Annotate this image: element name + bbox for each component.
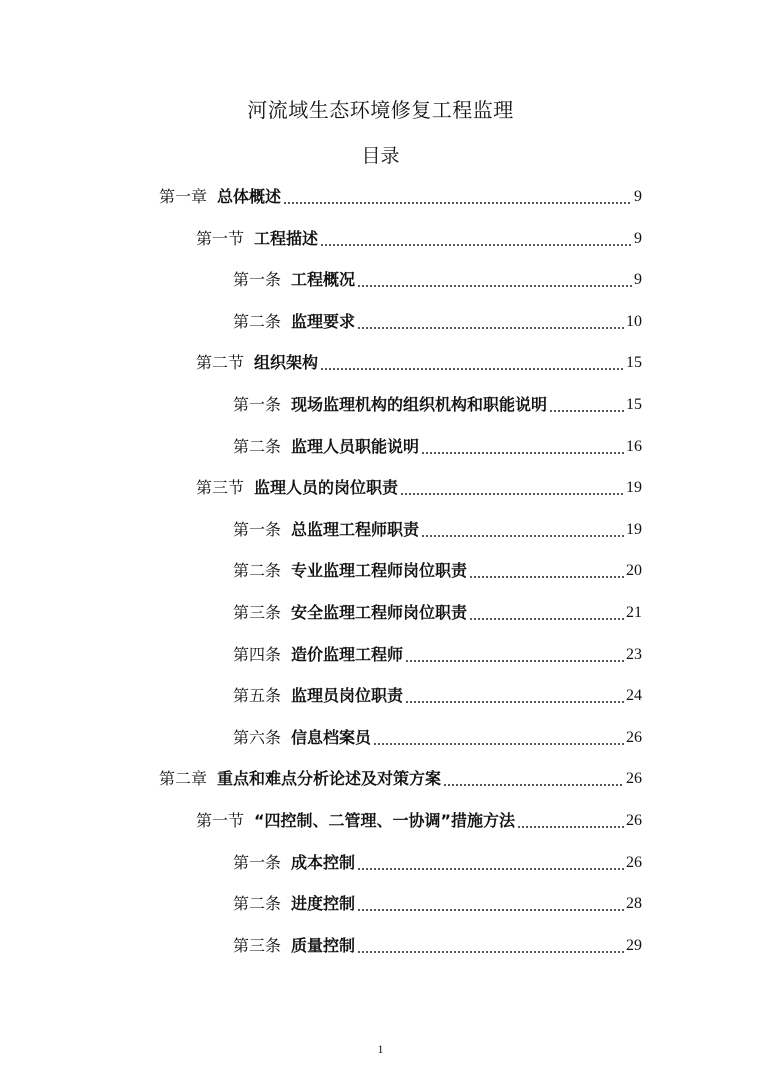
toc-entry-section-2-1[interactable] [196,802,642,832]
toc-entry-number: 第四条 [233,644,282,664]
toc-entry-page: 23 [626,645,642,663]
dot-leader [357,868,624,870]
toc-entry-title: 监理要求 [291,311,356,331]
toc-entry-article-2-1-2[interactable] [233,885,642,915]
toc-entry-number: 第一条 [233,395,282,414]
toc-entry-title: 造价监理工程师 [291,644,404,664]
dot-leader [405,660,624,662]
toc-entry-page: 9 [634,229,642,247]
toc-entry-page: 29 [626,936,642,954]
toc-entry-number: 第三节 [196,478,245,498]
dot-leader [517,826,624,828]
toc-entry-title: 总体概述 [217,187,282,206]
toc-entry-page: 19 [626,479,642,497]
toc-entry-article-1-2-2[interactable] [233,428,642,458]
toc-entry-number: 第二条 [233,561,282,581]
toc-entry-number: 第二条 [233,436,282,456]
toc-entry-chapter-2[interactable] [159,760,642,790]
toc-entry-title: 信息档案员 [291,727,372,747]
toc-entry-article-1-3-5[interactable] [233,677,642,707]
toc-entry-number: 第五条 [233,686,282,706]
toc-entry-number: 第一条 [233,852,282,872]
toc-entry-page: 28 [626,895,642,913]
dot-leader [320,244,632,246]
toc-entry-page: 9 [634,188,642,205]
toc-entry-page: 26 [626,812,642,829]
toc-entry-article-1-2-1[interactable] [233,386,642,416]
toc-entry-page: 15 [626,396,642,413]
toc-entry-page: 26 [626,728,642,746]
toc-entry-page: 24 [626,687,642,705]
toc-entry-page: 16 [626,437,642,455]
dot-leader [283,202,632,204]
toc-entry-number: 第一条 [233,519,282,539]
toc-entry-number: 第二节 [196,353,245,373]
toc-entry-title: 现场监理机构的组织机构和职能说明 [291,395,548,414]
toc-entry-title: 工程描述 [254,228,319,248]
toc-entry-section-1-2[interactable] [196,344,642,374]
toc-entry-title: 进度控制 [291,894,356,914]
dot-leader [400,493,624,495]
toc-entry-title: 重点和难点分析论述及对策方案 [217,769,442,789]
toc-entry-article-1-3-4[interactable] [233,636,642,666]
page-number: 1 [377,1042,384,1056]
toc-entry-page: 9 [634,271,642,289]
toc-entry-article-2-1-1[interactable] [233,844,642,874]
toc-entry-title: 监理人员职能说明 [291,436,420,456]
toc-entry-page: 10 [626,312,642,330]
dot-leader [357,327,624,329]
dot-leader [443,784,624,786]
toc-entry-page: 20 [626,562,642,580]
toc-heading: 目录 [361,145,400,167]
dot-leader [421,452,624,454]
toc-entry-title: 组织架构 [254,353,319,373]
toc-entry-title: 成本控制 [291,852,356,872]
toc-entry-section-1-1[interactable] [196,220,642,250]
toc-entry-article-2-1-3[interactable] [233,927,642,957]
toc-entry-number: 第一节 [196,228,245,248]
toc-entry-title: 监理人员的岗位职责 [254,478,399,498]
dot-leader [357,285,632,287]
toc-entry-number: 第二章 [159,769,208,789]
dot-leader [405,701,624,703]
toc-entry-number: 第三条 [233,935,282,955]
toc-entry-article-1-3-2[interactable] [233,552,642,582]
toc-entry-page: 26 [626,770,642,788]
toc-entry-number: 第一章 [159,187,208,206]
toc-entry-title: 质量控制 [291,935,356,955]
dot-leader [357,909,624,911]
dot-leader [320,368,624,370]
dot-leader [469,618,624,620]
toc-entry-title: 工程概况 [291,270,356,290]
toc-entry-page: 26 [626,853,642,871]
toc-entry-article-1-1-1[interactable] [233,261,642,291]
toc-entry-title: 总监理工程师职责 [291,519,420,539]
toc-entry-section-1-3[interactable] [196,469,642,499]
toc-entry-page: 19 [626,520,642,538]
toc-entry-title: 安全监理工程师岗位职责 [291,603,468,622]
dot-leader [421,535,624,537]
document-title: 河流域生态环境修复工程监理 [247,98,514,122]
dot-leader [373,743,624,745]
toc-entry-number: 第一条 [233,270,282,290]
toc-entry-title: 专业监理工程师岗位职责 [291,561,468,581]
dot-leader [549,410,624,412]
toc-entry-article-1-3-6[interactable] [233,719,642,749]
toc-entry-number: 第三条 [233,603,282,622]
toc-entry-chapter-1[interactable] [159,178,642,208]
dot-leader [469,576,624,578]
toc-entry-page: 15 [626,354,642,372]
toc-entry-title: 监理员岗位职责 [291,686,404,706]
toc-entry-article-1-1-2[interactable] [233,303,642,333]
toc-entry-article-1-3-1[interactable] [233,511,642,541]
toc-entry-page: 21 [626,604,642,621]
toc-entry-number: 第六条 [233,727,282,747]
dot-leader [357,951,624,953]
toc-entry-article-1-3-3[interactable] [233,594,642,624]
toc-entry-number: 第二条 [233,894,282,914]
toc-entry-number: 第二条 [233,311,282,331]
toc-entry-title: “四控制、二管理、一协调”措施方法 [254,811,516,830]
toc-entry-number: 第一节 [196,811,245,830]
